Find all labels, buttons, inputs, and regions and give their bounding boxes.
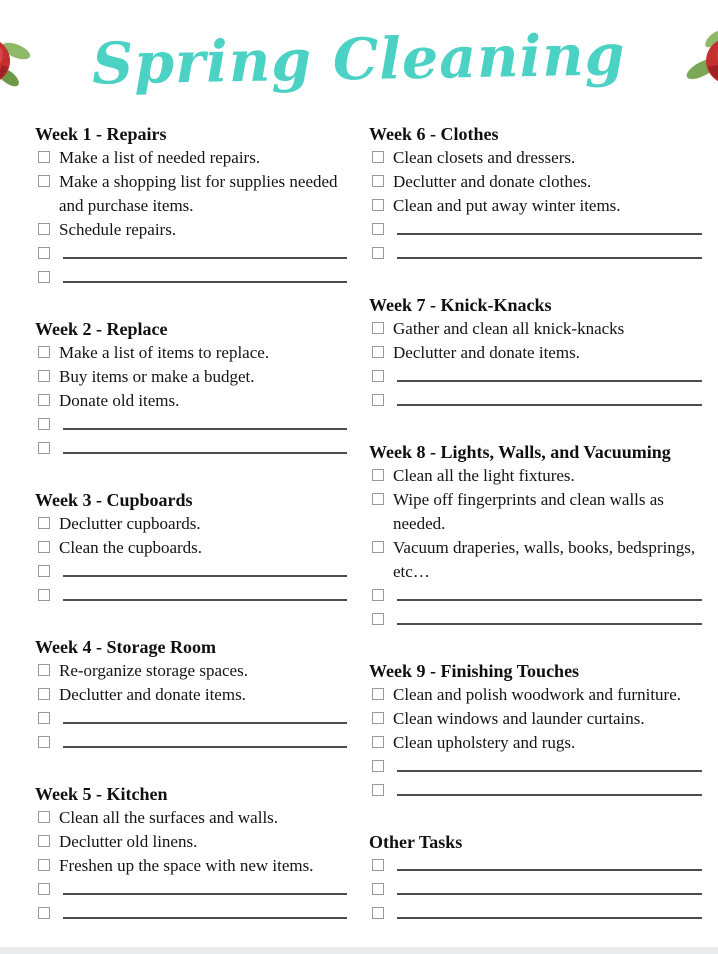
checkbox[interactable]: [372, 247, 384, 259]
fill-in-item: [35, 707, 347, 731]
checkbox[interactable]: [372, 322, 384, 334]
fill-in-line[interactable]: [397, 755, 702, 772]
item-label: Vacuum draperies, walls, books, bedsprings, etc…: [393, 538, 696, 581]
section-heading: Week 1 - Repairs: [35, 124, 167, 144]
checklist-item: [35, 830, 347, 854]
checkbox[interactable]: [38, 442, 50, 454]
checklist-section: [35, 488, 347, 608]
checklist-item: [35, 659, 347, 683]
fill-in-line[interactable]: [63, 560, 347, 577]
item-label: Wipe off fingerprints and clean walls as needed.: [393, 490, 664, 533]
fill-in-line[interactable]: [397, 854, 702, 871]
checkbox[interactable]: [372, 712, 384, 724]
column-left: [35, 122, 347, 926]
checklist-item: [35, 341, 347, 365]
fill-in-item: [35, 902, 347, 926]
checklist-section: [35, 635, 347, 755]
fill-in-item: [369, 584, 702, 608]
checkbox[interactable]: [38, 370, 50, 382]
checkbox[interactable]: [38, 688, 50, 700]
checkbox[interactable]: [372, 346, 384, 358]
checklist-item: [369, 464, 702, 488]
fill-in-line[interactable]: [63, 242, 347, 259]
page-bottom-edge: [0, 947, 718, 954]
item-label: Declutter and donate clothes.: [393, 172, 592, 191]
fill-in-line[interactable]: [397, 389, 702, 406]
fill-in-line[interactable]: [63, 266, 347, 283]
fill-in-item: [35, 584, 347, 608]
checklist-section: [369, 293, 702, 413]
checkbox[interactable]: [38, 859, 50, 871]
checkbox[interactable]: [372, 688, 384, 700]
checkbox[interactable]: [372, 469, 384, 481]
fill-in-item: [369, 755, 702, 779]
fill-in-item: [369, 902, 702, 926]
checklist-item: [369, 536, 702, 584]
fill-in-line[interactable]: [397, 584, 702, 601]
item-label: Clean the cupboards.: [59, 538, 203, 557]
section-heading: Other Tasks: [369, 832, 463, 852]
section-heading: Week 4 - Storage Room: [35, 637, 216, 657]
checkbox[interactable]: [38, 565, 50, 577]
checklist-item: [369, 194, 702, 218]
fill-in-item: [369, 779, 702, 803]
checkbox[interactable]: [38, 811, 50, 823]
section-heading: Week 3 - Cupboards: [35, 490, 193, 510]
item-label: Clean upholstery and rugs.: [393, 733, 576, 752]
item-label: Make a list of needed repairs.: [59, 148, 261, 167]
checkbox[interactable]: [38, 835, 50, 847]
item-label: Re-organize storage spaces.: [59, 661, 248, 680]
checkbox[interactable]: [38, 736, 50, 748]
checklist-item: [35, 146, 347, 170]
fill-in-item: [35, 731, 347, 755]
fill-in-line[interactable]: [63, 878, 347, 895]
section-heading: Week 6 - Clothes: [369, 124, 499, 144]
checkbox[interactable]: [38, 247, 50, 259]
checklist-section: [35, 122, 347, 290]
checklist-item: [369, 683, 702, 707]
checklist-item: [369, 170, 702, 194]
checklist-columns: [0, 122, 718, 926]
item-label: Clean windows and launder curtains.: [393, 709, 645, 728]
item-label: Declutter cupboards.: [59, 514, 201, 533]
checklist-item: [35, 806, 347, 830]
fill-in-item: [35, 437, 347, 461]
checkbox[interactable]: [372, 199, 384, 211]
fill-in-line[interactable]: [397, 365, 702, 382]
item-label: Clean and polish woodwork and furniture.: [393, 685, 681, 704]
checklist-item: [369, 707, 702, 731]
fill-in-line[interactable]: [63, 413, 347, 430]
checkbox[interactable]: [38, 175, 50, 187]
checkbox[interactable]: [38, 517, 50, 529]
fill-in-item: [369, 365, 702, 389]
checkbox[interactable]: [372, 883, 384, 895]
checkbox[interactable]: [38, 883, 50, 895]
fill-in-item: [369, 608, 702, 632]
section-heading: Week 8 - Lights, Walls, and Vacuuming: [369, 442, 671, 462]
checkbox[interactable]: [372, 907, 384, 919]
fill-in-line[interactable]: [63, 902, 347, 919]
checklist-item: [369, 488, 702, 536]
checkbox[interactable]: [38, 664, 50, 676]
checklist-section: [35, 317, 347, 461]
item-label: Freshen up the space with new items.: [59, 856, 314, 875]
rose-icon-left: [0, 21, 34, 97]
checklist-item: [35, 536, 347, 560]
item-label: Clean all the light fixtures.: [393, 466, 575, 485]
checklist-item: [35, 365, 347, 389]
checkbox[interactable]: [372, 859, 384, 871]
checkbox[interactable]: [372, 175, 384, 187]
item-label: Declutter old linens.: [59, 832, 198, 851]
checklist-item: [35, 170, 347, 218]
fill-in-line[interactable]: [397, 218, 702, 235]
fill-in-item: [369, 878, 702, 902]
checklist-section: [35, 782, 347, 926]
checkbox[interactable]: [372, 613, 384, 625]
item-label: Make a shopping list for supplies needed and purchase items.: [59, 172, 338, 215]
fill-in-line[interactable]: [397, 878, 702, 895]
rose-icon-right: [684, 21, 718, 97]
item-label: Schedule repairs.: [59, 220, 177, 239]
checkbox[interactable]: [38, 589, 50, 601]
fill-in-item: [35, 560, 347, 584]
item-label: Declutter and donate items.: [393, 343, 580, 362]
checkbox[interactable]: [372, 784, 384, 796]
checkbox[interactable]: [38, 151, 50, 163]
checklist-section: [369, 440, 702, 632]
column-right: [369, 122, 702, 926]
checklist-item: [35, 854, 347, 878]
checklist-section: [369, 830, 702, 926]
checkbox[interactable]: [38, 223, 50, 235]
fill-in-line[interactable]: [63, 731, 347, 748]
checkbox[interactable]: [372, 151, 384, 163]
item-label: Make a list of items to replace.: [59, 343, 270, 362]
fill-in-item: [369, 389, 702, 413]
checkbox[interactable]: [372, 760, 384, 772]
checkbox[interactable]: [372, 493, 384, 505]
fill-in-line[interactable]: [397, 779, 702, 796]
item-label: Clean closets and dressers.: [393, 148, 576, 167]
fill-in-line[interactable]: [63, 707, 347, 724]
checklist-section: [369, 659, 702, 803]
checkbox[interactable]: [38, 394, 50, 406]
checkbox[interactable]: [372, 394, 384, 406]
checkbox[interactable]: [372, 370, 384, 382]
fill-in-item: [35, 413, 347, 437]
fill-in-item: [35, 242, 347, 266]
section-heading: Week 9 - Finishing Touches: [369, 661, 580, 681]
checkbox[interactable]: [38, 712, 50, 724]
item-label: Gather and clean all knick-knacks: [393, 319, 625, 338]
page-title: Spring Cleaning: [91, 20, 627, 98]
checklist-item: [369, 731, 702, 755]
checklist-item: [35, 512, 347, 536]
checkbox[interactable]: [38, 346, 50, 358]
fill-in-line[interactable]: [63, 437, 347, 454]
fill-in-item: [35, 878, 347, 902]
checklist-item: [35, 389, 347, 413]
item-label: Buy items or make a budget.: [59, 367, 255, 386]
checkbox[interactable]: [372, 736, 384, 748]
checkbox[interactable]: [372, 589, 384, 601]
fill-in-item: [369, 218, 702, 242]
fill-in-item: [369, 242, 702, 266]
item-label: Clean and put away winter items.: [393, 196, 621, 215]
fill-in-item: [369, 854, 702, 878]
checklist-item: [35, 218, 347, 242]
checklist-item: [35, 683, 347, 707]
fill-in-line[interactable]: [397, 242, 702, 259]
page-header: [0, 0, 718, 110]
checkbox[interactable]: [372, 541, 384, 553]
checklist-section: [369, 122, 702, 266]
item-label: Declutter and donate items.: [59, 685, 246, 704]
checklist-item: [369, 317, 702, 341]
item-label: Clean all the surfaces and walls.: [59, 808, 279, 827]
checklist-item: [369, 341, 702, 365]
section-heading: Week 2 - Replace: [35, 319, 168, 339]
section-heading: Week 5 - Kitchen: [35, 784, 168, 804]
checkbox[interactable]: [38, 907, 50, 919]
fill-in-line[interactable]: [397, 608, 702, 625]
fill-in-line[interactable]: [397, 902, 702, 919]
item-label: Donate old items.: [59, 391, 180, 410]
checkbox[interactable]: [38, 418, 50, 430]
fill-in-line[interactable]: [63, 584, 347, 601]
fill-in-item: [35, 266, 347, 290]
checkbox[interactable]: [38, 271, 50, 283]
checklist-item: [369, 146, 702, 170]
checkbox[interactable]: [372, 223, 384, 235]
checkbox[interactable]: [38, 541, 50, 553]
section-heading: Week 7 - Knick-Knacks: [369, 295, 552, 315]
